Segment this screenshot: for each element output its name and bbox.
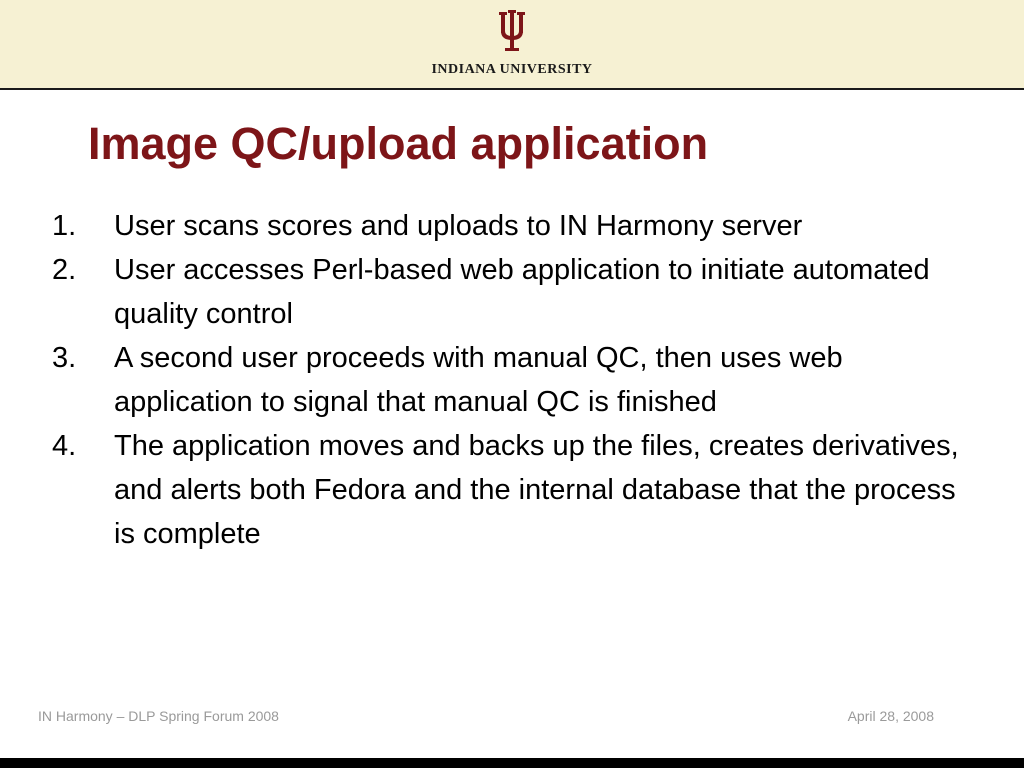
header-divider [0,88,1024,90]
step-text: A second user proceeds with manual QC, then uses web application to signal that manual QC is finished [114,342,843,418]
step-number: 2. [52,254,77,286]
footer-event: IN Harmony – DLP Spring Forum 2008 [38,708,279,724]
footer-date: April 28, 2008 [847,708,934,724]
list-item [52,424,982,556]
header-band [0,0,1024,88]
steps-list [52,204,982,556]
step-number: 1. [52,210,77,242]
step-text: User scans scores and uploads to IN Harmony server [114,210,803,242]
list-item [52,204,982,248]
list-item [52,248,982,336]
iu-trident-icon [488,10,536,54]
bottom-bar [0,758,1024,768]
list-item [52,336,982,424]
university-name: INDIANA UNIVERSITY [431,62,593,77]
step-text: The application moves and backs up the files, creates derivatives, and alerts both Fedora and the internal database that the process is complete [114,430,959,550]
slide-title: Image QC/upload application [88,118,709,169]
step-text: User accesses Perl-based web application to initiate automated quality control [114,254,930,330]
step-number: 3. [52,342,77,374]
step-number: 4. [52,430,77,462]
